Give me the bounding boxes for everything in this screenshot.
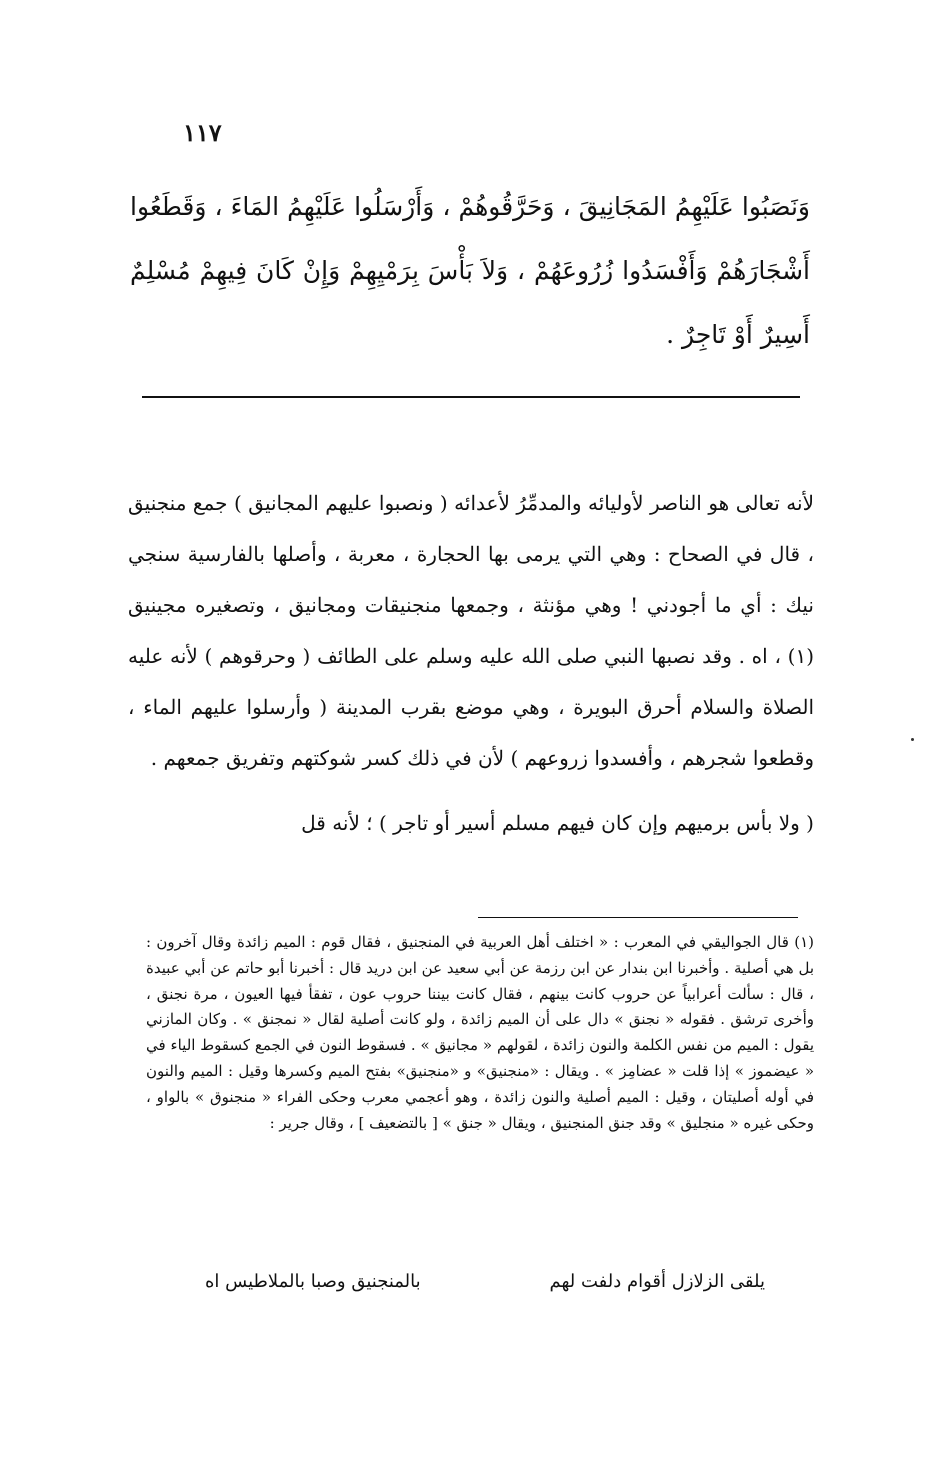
commentary (128, 478, 814, 849)
commentary-paragraph: لأنه تعالى هو الناصر لأوليائه والمدمِّرُ لأعدائه ( ونصبوا عليهم المجانيق ) جمع منجنيق ، قال في الصحاح : وهي التي يرمى بها الحجارة ، معربة ، وأصلها بالفارسية سنجي نيك : أي ما أجودني ! وهي مؤنثة ، وجمعها منجنيقات ومجانيق ، وتصغيره مجينيق (١) ، اه . وقد نصبها النبي صلى الله عليه وسلم على الطائف ( وحرقوهم ) لأنه عليه الصلاة والسلام أحرق البويرة ، وهي موضع بقرب المدينة ( وأرسلوا عليهم الماء ، وقطعوا شجرهم ، وأفسدوا زروعهم ) لأن في ذلك كسر شوكتهم وتفريق جمعهم . (128, 491, 814, 770)
ink-speck (911, 738, 914, 741)
matn-text: وَنَصَبُوا عَلَيْهِمُ المَجَانِيقَ ، وَحَرَّقُوهُمْ ، وَأَرْسَلُوا عَلَيْهِمُ المَاءَ ، وَقَطَعُوا أَشْجَارَهُمْ وَأَفْسَدُوا زُرُوعَهُمْ ، وَلاَ بَأْسَ بِرَمْيِهِمْ وَإِنْ كَانَ فِيهِمْ مُسْلِمٌ أَسِيرٌ أَوْ تَاجِرٌ . (130, 192, 810, 349)
poetry-verse (205, 1262, 765, 1302)
page-number: ١١٧ (183, 118, 222, 147)
commentary-paragraph: ( ولا بأس برميهم وإن كان فيهم مسلم أسير أو تاجر ) ؛ لأنه قل (301, 811, 814, 835)
verse-second-hemistich: بالمنجنيق وصبا بالملاطيس اه (205, 1271, 421, 1292)
main-divider (142, 396, 800, 398)
verse-first-hemistich: يلقى الزلازل أقوام دلفت لهم (549, 1271, 765, 1292)
footnote-divider (478, 917, 798, 918)
footnote: (١) قال الجواليقي في المعرب : « اختلف أهل العربية في المنجنيق ، فقال قوم : الميم زائدة وقال آخرون : بل هي أصلية . وأخبرنا ابن بندار عن ابن رزمة عن أبي سعيد عن ابن دريد قال : أخبرنا أبو حاتم عن أبي عبيدة ، قال : سألت أعرابياً عن حروب كانت بينهم ، فقال كانت بيننا حروب عون ، تفقأ فيها العيون ، مرة نجنق ، وأخرى ترشق . فقوله « نجنق » دال على أن الميم زائدة ، ولو كانت أصلية لقال « نمجنق » . وكان المازني يقول : الميم من نفس الكلمة والنون زائدة ، لقولهم « مجانيق » . فسقوط النون في الجمع كسقوط الياء في « عيضموز » إذا قلت « عضامِز » . ويقال : «منجنيق» و «منجنيق» بفتح الميم وكسرها وقيل : الميم والنون في أوله أصليتان ، وقيل : الميم أصلية والنون زائدة ، وهو أعجمي معرب وحكى الفراء « منجنوق » بالواو ، وحكى غيره « منجليق » وقد جنق المنجنيق ، ويقال « جنق » [ بالتضعيف ] ، وقال جرير : (146, 933, 814, 1132)
